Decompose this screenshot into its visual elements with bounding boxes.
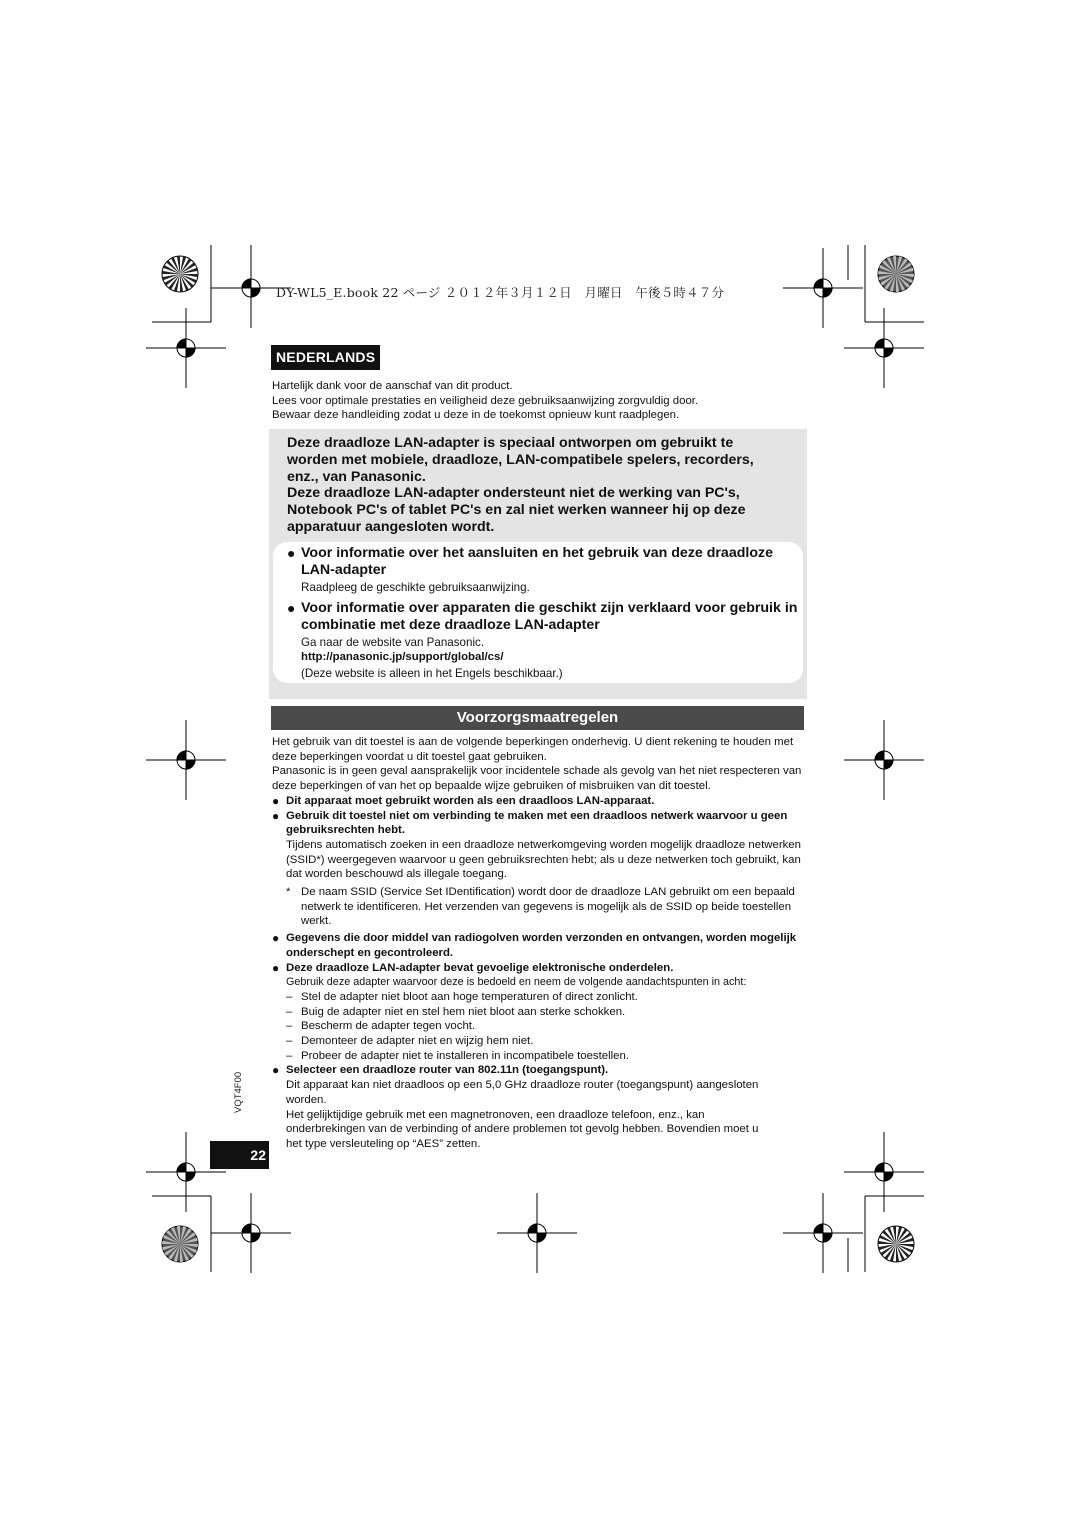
body-paragraph: Panasonic is in geen geval aansprakelijk voor incidentele schade als gevolg van het niet respecteren van deze beperkingen of van het op bepaalde wijze gebruiken of misbruiken van dit toestel. [272,765,802,793]
bullet-icon: ● [272,1063,280,1078]
precaution-item [272,809,807,883]
registration-crosshair-icon [497,1193,577,1273]
intro-line: Bewaar deze handleiding zodat u deze in de toekomst opnieuw kunt raadplegen. [272,409,680,422]
info-item-title: Voor informatie over apparaten die geschikt zijn verklaard voor gebruik in combinatie met deze draadloze LAN-adapter [301,599,798,633]
section-title: Voorzorgsmaatregelen [271,706,804,730]
bullet-icon: ● [272,793,280,808]
dash-item: – Bescherm de adapter tegen vocht. [286,1020,476,1033]
registration-crosshair-icon [783,1193,863,1273]
dash-item-text: Stel de adapter niet bloot aan hoge temperaturen of direct zonlicht. [301,990,638,1003]
registration-crosshair-icon [844,720,924,800]
precaution-heading: Deze draadloze LAN-adapter bevat gevoelige elektronische onderdelen. [286,961,674,974]
precaution-heading: Gebruik dit toestel niet om verbinding te maken met een draadloos netwerk waarvoor u geen gebruiksrechten hebt. [286,809,788,837]
precaution-text: Het gelijktijdige gebruik met een magnetronoven, een draadloze telefoon, enz., kan onderbrekingen van de verbinding of andere problemen tot gevolg hebben. Bovendien moet u het type versleuteling op “AES” zetten. [286,1108,759,1150]
language-badge: NEDERLANDS [271,345,380,370]
dash-item: – Buig de adapter niet en stel hem niet bloot aan sterke schokken. [286,1005,626,1018]
bullet-icon: ● [272,931,280,946]
precaution-item [272,794,807,809]
intro-text [272,379,832,423]
info-item-text: Ga naar de website van Panasonic. [301,635,485,649]
color-target-icon [878,1226,914,1262]
registration-crosshair-icon [844,1132,924,1212]
precaution-item [272,1063,807,1151]
precaution-heading: Dit apparaat moet gebruikt worden als een draadloos LAN-apparaat. [286,794,655,807]
precaution-text: Dit apparaat kan niet draadloos op een 5,0 GHz draadloze router (toegangspunt) aangesloten worden. [286,1079,759,1106]
dash-item-text: Bescherm de adapter tegen vocht. [301,1020,476,1033]
dash-item: – Demonteer de adapter niet en wijzig hem niet. [286,1035,534,1048]
page-number-text: 22 [250,1147,266,1163]
notice-paragraph: Deze draadloze LAN-adapter ondersteunt niet de werking van PC's, Notebook PC's of tablet PC's en zal niet werken wanneer hij op deze apparatuur aangesloten wordt. [287,485,746,535]
page-number [210,1141,269,1169]
precautions-body [272,735,807,1152]
info-list [287,545,799,685]
info-item [287,600,799,682]
precaution-heading: Selecteer een draadloze router van 802.11n (toegangspunt). [286,1064,609,1077]
bullet-icon: ● [272,960,280,975]
bullet-icon: ● [287,545,296,561]
footnote-text: De naam SSID (Service Set IDentification) wordt door de draadloze LAN gebruikt om een bepaald netwerk te identificeren. Het verzenden van gegevens is mogelijk als de SSID op beide toestellen werkt. [301,886,795,928]
dash-item: – Probeer de adapter niet te installeren in incompatibele toestellen. [286,1049,630,1062]
dash-item-text: Demonteer de adapter niet en wijzig hem niet. [301,1035,534,1048]
dash-item-text: Buig de adapter niet en stel hem niet bloot aan sterke schokken. [301,1005,626,1018]
info-item [287,545,799,596]
footnote-mark: * [286,886,291,899]
body-paragraph: Het gebruik van dit toestel is aan de volgende beperkingen onderhevig. U dient rekening te houden met deze beperkingen voordat u dit toestel gaat gebruiken. [272,736,794,763]
print-header: DY-WL5_E.book 22 ページ ２０１２年３月１２日 月曜日 午後５時４７分 [276,285,725,300]
support-url-link[interactable]: http://panasonic.jp/support/global/cs/ [301,651,504,663]
color-target-icon [162,256,198,292]
intro-line: Lees voor optimale prestaties en veiligheid deze gebruiksaanwijzing zorgvuldig door. [272,394,699,407]
color-target-icon [162,1226,198,1262]
document-code: VQT4F00 [233,1071,244,1113]
info-item-title: Voor informatie over het aansluiten en het gebruik van deze draadloze LAN-adapter [301,545,773,578]
precaution-item [272,961,807,990]
dash-item-text: Probeer de adapter niet te installeren in incompatibele toestellen. [301,1049,630,1062]
precaution-text: Gebruik deze adapter waarvoor deze is bedoeld en neem de volgende aandachtspunten in acht: [286,976,747,989]
registration-crosshair-icon [146,308,226,388]
dash-item: – Stel de adapter niet bloot aan hoge temperaturen of direct zonlicht. [286,990,638,1003]
intro-line: Hartelijk dank voor de aanschaf van dit product. [272,380,513,392]
color-target-icon [878,256,914,292]
notice-text [287,435,787,536]
bullet-icon: ● [272,808,280,823]
info-item-note: (Deze website is alleen in het Engels beschikbaar.) [301,666,563,680]
registration-crosshair-icon [146,720,226,800]
precaution-heading: Gegevens die door middel van radiogolven worden verzonden en ontvangen, worden mogelijk onderschept en gecontroleerd. [286,932,797,959]
footnote [272,885,807,929]
precaution-text: Tijdens automatisch zoeken in een draadloze netwerkomgeving worden mogelijk draadloze netwerken (SSID*) weergegeven waarvoor u geen gebruiksrechten hebt; als u deze netwerken toch gebruikt, kan dat worden beschouwd als illegale toegang. [286,838,801,881]
bullet-icon: ● [287,599,296,616]
registration-crosshair-icon [211,1193,291,1273]
notice-paragraph: Deze draadloze LAN-adapter is speciaal ontworpen om gebruikt te worden met mobiele, draadloze, LAN-compatibele spelers, recorders, enz., van Panasonic. [287,435,754,485]
info-item-text: Raadpleeg de geschikte gebruiksaanwijzing. [301,581,530,594]
registration-crosshair-icon [844,308,924,388]
precaution-item [272,931,807,960]
